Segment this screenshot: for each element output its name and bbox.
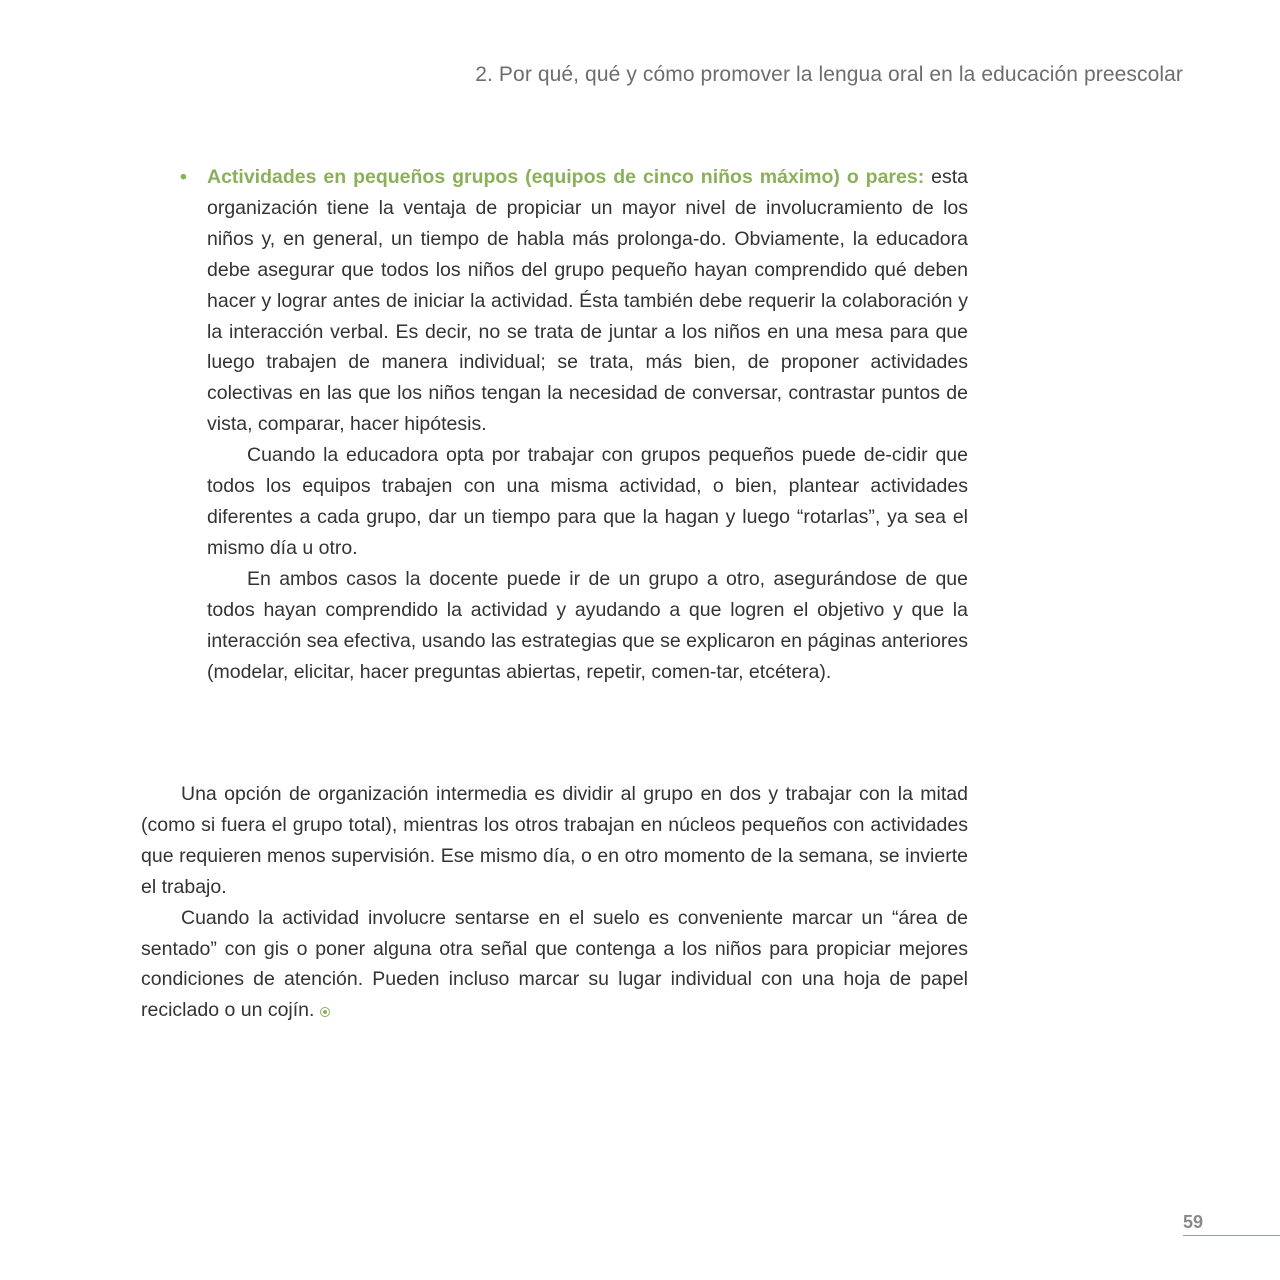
bullet-paragraph-3: En ambos casos la docente puede ir de un grupo a otro, asegurándose de que todos hayan comprendido la actividad y ayudando a que logren el objetivo y que la interacción sea efectiva, usando las estrategias que se explicaron en páginas anteriores (modelar, elicitar, hacer preguntas abiertas, repetir, comen-tar, etcétera). [207,567,968,683]
body-paragraph-1: Una opción de organización intermedia es dividir al grupo en dos y trabajar con la mitad (como si fuera el grupo total), mientras los otros trabajan en núcleos pequeños con actividades que requieren menos supervisión. Ese mismo día, o en otro momento de la semana, se invierte el trabajo. [141,783,968,898]
page-number: 59 [1183,1212,1204,1232]
body-paragraph-2-text: Cuando la actividad involucre sentarse en el suelo es conveniente marcar un “área de sentado” con gis o poner alguna otra señal que contenga a los niños para propiciar mejores condiciones de atención. Pueden incluso marcar su lugar individual con una hoja de papel reciclado o un cojín. [141,906,968,1022]
bullet-lead-heading: Actividades en pequeños grupos (equipos de cinco niños máximo) o pares: [207,166,925,188]
bullet-paragraph-2: Cuando la educadora opta por trabajar con grupos pequeños puede de-cidir que todos los equipos trabajen con una misma actividad, o bien, plantear actividades diferentes a cada grupo, dar un tiempo para que la hagan y luego “rotarlas”, ya sea el mismo día u otro. [207,444,968,559]
body-text [141,779,968,1026]
bullet-paragraph-1 [207,162,968,440]
bullet-item [180,162,969,687]
end-of-text-circle-icon [320,1007,330,1017]
running-header: 2. Por qué, qué y cómo promover la lengua oral en la educación preescolar [475,63,1183,86]
bullet-paragraph-1-text: esta organización tiene la ventaja de propiciar un mayor nivel de involucramiento de los niños y, en general, un tiempo de habla más prolonga-do. Obviamente, la educadora debe asegurar que todos los niños del grupo pequeño hayan comprendido qué deben hacer y lograr antes de iniciar la actividad. Ésta también debe requerir la colaboración y la interacción verbal. Es decir, no se trata de juntar a los niños en una mesa para que luego trabajen de manera individual; se trata, más bien, de proponer actividades colectivas en las que los niños tengan la necesidad de conversar, contrastar puntos de vista, comparar, hacer hipótesis. [207,166,969,436]
bullet-marker: • [180,166,187,188]
footer-rule [1183,1235,1280,1236]
body-paragraph-2 [141,903,968,1027]
